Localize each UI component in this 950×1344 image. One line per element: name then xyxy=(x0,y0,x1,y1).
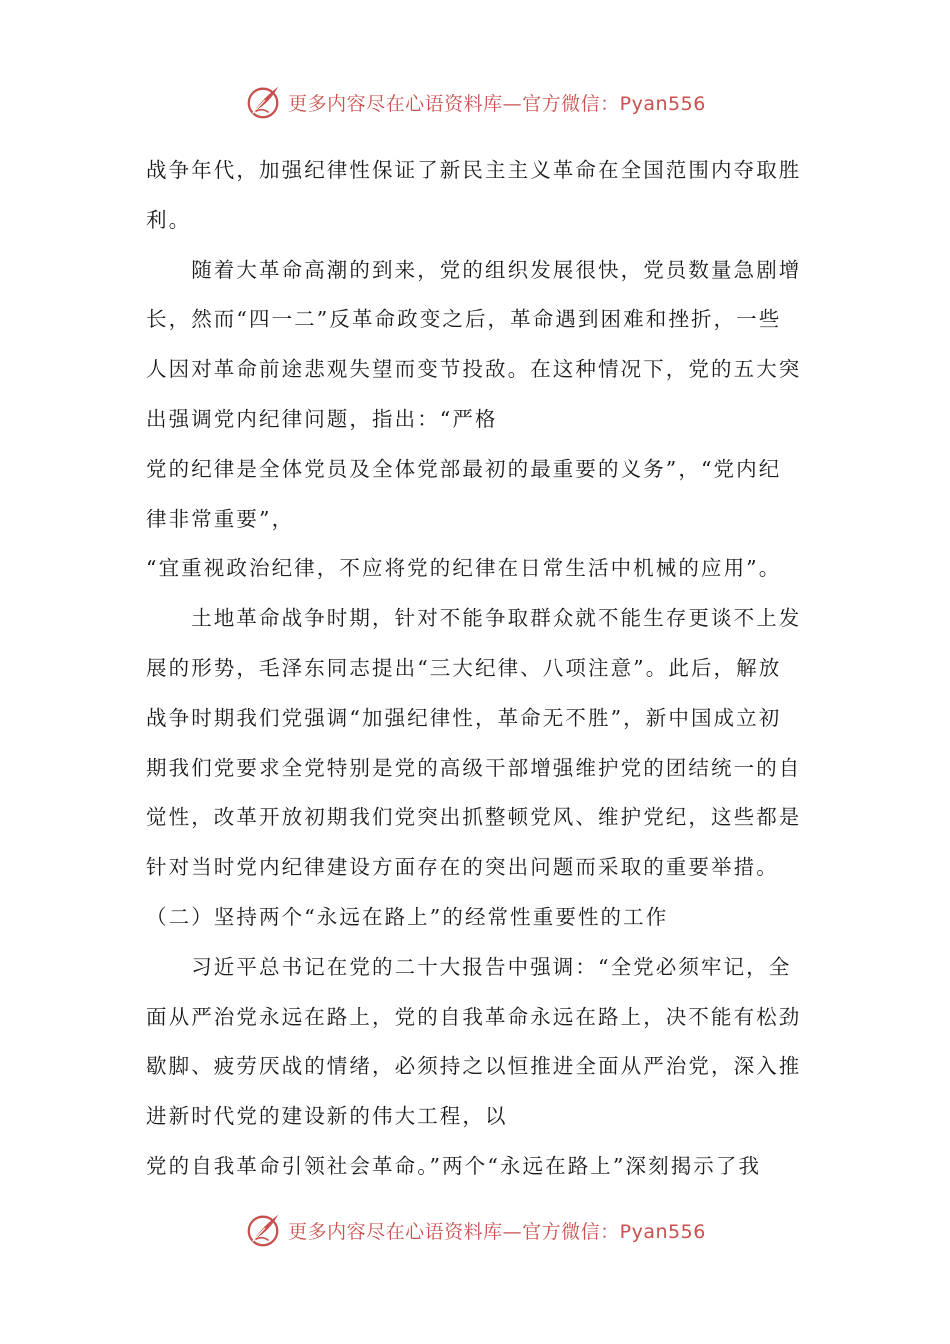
text-line: 律非常重要”， xyxy=(146,506,295,531)
text-line: 利。 xyxy=(146,207,192,232)
banner-cn-text: 更多内容尽在心语资料库—官方微信： xyxy=(288,92,620,115)
text-line: 长，然而“四一二”反革命政变之后，革命遇到困难和挫折，一些 xyxy=(146,307,782,332)
text-line: 战争年代，加强纪律性保证了新民主主义革命在全国范围内夺取胜 xyxy=(146,158,802,182)
text-line: 觉性，改革开放初期我们党突出抓整顿党风、维护党纪，这些都是 xyxy=(146,805,802,830)
document-body xyxy=(146,146,806,1192)
wechat-id: Pyan556 xyxy=(619,92,706,115)
banner-text xyxy=(288,1217,706,1244)
text-line: 期我们党要求全党特别是党的高级干部增强维护党的团结统一的自 xyxy=(146,755,802,780)
header-banner xyxy=(0,80,950,124)
text-line: 进新时代党的建设新的伟大工程，以 xyxy=(146,1104,508,1129)
text-line: “宜重视政治纪律，不应将党的纪律在日常生活中机械的应用”。 xyxy=(146,556,782,581)
banner-text xyxy=(288,89,706,116)
quill-pen-icon xyxy=(244,1211,282,1249)
text-line: 针对当时党内纪律建设方面存在的突出问题而采取的重要举措。 xyxy=(146,855,779,880)
text-line: 歇脚、疲劳厌战的情绪，必须持之以恒推进全面从严治党，深入推 xyxy=(146,1054,802,1079)
text-line: 党的自我革命引领社会革命。”两个“永远在路上”深刻揭示了我 xyxy=(146,1153,762,1178)
banner-cn-text: 更多内容尽在心语资料库—官方微信： xyxy=(288,1220,620,1243)
wechat-id: Pyan556 xyxy=(619,1220,706,1243)
text-line: （二）坚持两个“永远在路上”的经常性重要性的工作 xyxy=(146,904,669,929)
text-line: 面从严治党永远在路上，党的自我革命永远在路上，决不能有松劲 xyxy=(146,1004,802,1029)
quill-pen-icon xyxy=(244,83,282,121)
text-line: 随着大革命高潮的到来，党的组织发展很快，党员数量急剧增 xyxy=(146,257,802,282)
text-line: 出强调党内纪律问题，指出：“严格 xyxy=(146,406,498,431)
footer-banner xyxy=(0,1208,950,1252)
text-line: 党的纪律是全体党员及全体党部最初的最重要的义务”，“党内纪 xyxy=(146,456,782,481)
text-line: 战争时期我们党强调“加强纪律性，革命无不胜”，新中国成立初 xyxy=(146,705,782,730)
text-line: 土地革命战争时期，针对不能争取群众就不能生存更谈不上发 xyxy=(146,606,802,631)
text-line: 展的形势，毛泽东同志提出“三大纪律、八项注意”。此后，解放 xyxy=(146,655,782,680)
text-line: 人因对革命前途悲观失望而变节投敌。在这种情况下，党的五大突 xyxy=(146,357,802,382)
text-line: 习近平总书记在党的二十大报告中强调：“全党必须牢记，全 xyxy=(146,954,792,979)
